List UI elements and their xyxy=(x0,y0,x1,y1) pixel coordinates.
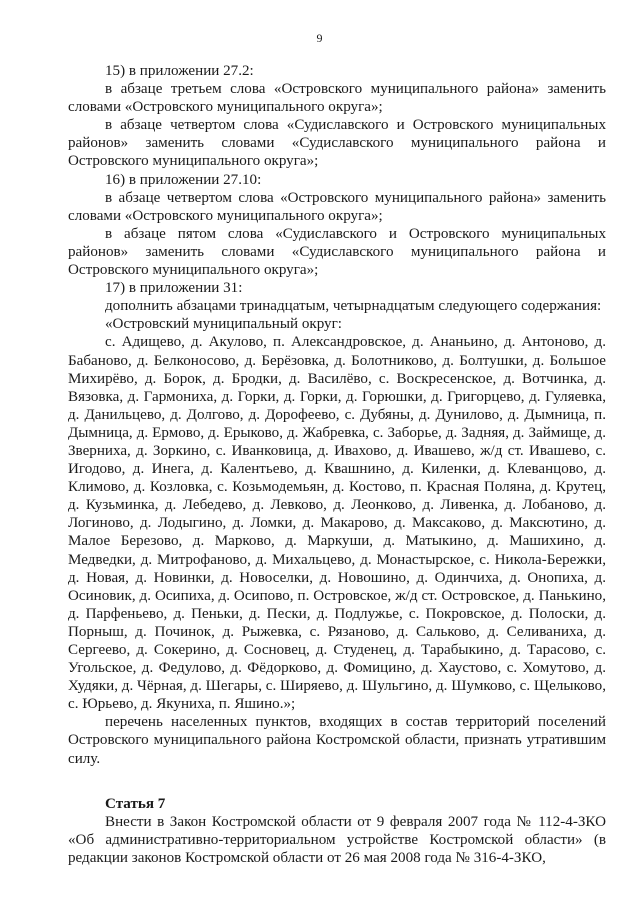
paragraph-supplement: дополнить абзацами тринадцатым, четырнадцатым следующего содержания: xyxy=(105,298,602,315)
paragraph-item-15: 15) в приложении 27.2: xyxy=(105,63,254,79)
article-heading: Статья 7 xyxy=(105,795,166,812)
paragraph-abzac-3: в абзаце третьем слова «Островского муниципального района» заменить словами «Островского муниципального округа»; xyxy=(68,81,606,116)
paragraph-abzac-4b: в абзаце четвертом слова «Островского муниципального района» заменить словами «Островского муниципального округа»; xyxy=(68,189,606,224)
paragraph-item-16: 16) в приложении 27.10: xyxy=(105,171,262,188)
article-text: Внести в Закон Костромской области от 9 февраля 2007 года № 112-4-ЗКО «Об административно-территориальном устройстве Костромской области» (в редакции законов Костромской области от 26 мая 2008 года № 316-4-ЗКО, xyxy=(68,813,606,866)
paragraph-settlement-list: с. Адищево, д. Акулово, п. Александровское, д. Ананьино, д. Антоново, д. Бабаново, д. Белконосово, д. Берёзовка, д. Болотниково, д. Болтушки, д. Большое Михирёво, д. Борок, д. Бродки, д. Василёво, с. Воскресенское, д. Вотчинка, д. Вязовка, д. Гармониха, д. Горки, д. Горки, д. Горюшки, д. Григорцево, д. Гуляевка, д. Данильцево, д. Долгово, д. Дорофеево, с. Дубяны, д. Дунилово, д. Дымница, п. Дымница, д. Ермово, д. Ерыково, д. Жабревка, с. Заборье, д. Задняя, д. Займище, д. Зверниха, д. Зоркино, с. Иванковица, д. Ивахово, д. Ивашево, ж/д ст. Ивашево, с. Игодово, д. Инега, д. Калентьево, д. Квашнино, д. Киленки, д. Клеванцово, д. Климово, д. Козловка, с. Козьмодемьян, д. Костово, п. Красная Поляна, д. Крутец, д. Кузьминка, д. Лебедево, д. Левково, д. Леонково, д. Ливенка, д. Лобаново, д. Логиново, д. Лодыгино, д. Ломки, д. Макарово, д. Максаково, д. Максютино, д. Малое Березово, д. Марково, д. Маркуши, д. Матыкино, д. Машихино, д. Медведки, д. Митрофаново, д. Михальцево, д. Монастырское, с. Никола-Бережки, д. Новая, д. Новинки, д. Новоселки, д. Новошино, д. Одинчиха, д. Онопиха, д. Осиновик, д. Осипиха, д. Осипово, п. Островское, ж/д ст. Островское, д. Панькино, д. Парфеньево, д. Пеньки, д. Пески, д. Подлужье, с. Покровское, д. Полоски, д. Порныш, д. Починок, д. Рыжевка, с. Рязаново, д. Сальково, д. Селиваниха, д. Сергеево, д. Сокерино, д. Сосновец, д. Студенец, д. Тарабыкино, д. Тарасово, с. Угольское, д. Федулово, д. Фёдорково, д. Фомицино, д. Хаустово, с. Хомутово, д. Худяки, д. Чёрная, д. Шегары, с. Ширяево, д. Шульгино, д. Шумково, с. Щелыково, с. Юрьево, д. Якуниха, п. Яшино.»; xyxy=(68,334,606,713)
paragraph-district-title: «Островский муниципальный округ: xyxy=(105,316,342,333)
paragraph-abzac-5: в абзаце пятом слова «Судиславского и Островского муниципальных районов» заменить словами «Судиславского муниципального района и Островского муниципального округа»; xyxy=(68,225,606,279)
document-body xyxy=(68,62,606,867)
paragraph-item-17: 17) в приложении 31: xyxy=(105,280,243,297)
paragraph-repeal: перечень населенных пунктов, входящих в состав территорий поселений Островского муниципального района Костромской области, признать утратившим силу. xyxy=(68,714,606,767)
paragraph-abzac-4: в абзаце четвертом слова «Судиславского и Островского муниципальных районов» заменить словами «Судиславского муниципального района и Островского муниципального округа»; xyxy=(68,117,606,170)
page-number: 9 xyxy=(316,31,323,45)
